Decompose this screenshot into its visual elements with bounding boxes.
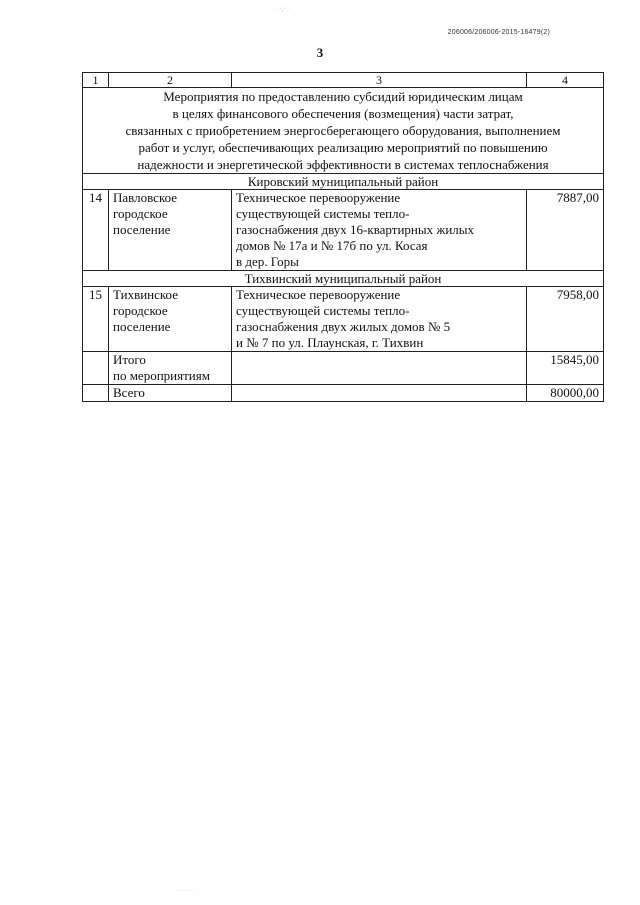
subtotal-label <box>109 352 232 385</box>
total-row <box>83 385 604 402</box>
subsidy-table <box>82 72 604 402</box>
column-number: 1 <box>83 73 109 88</box>
section-title-line: в целях финансового обеспечения (возмещения) части затрат, <box>172 106 514 121</box>
recipient-line: поселение <box>113 222 171 237</box>
scan-speck-bottom: · · · · · · <box>176 888 196 894</box>
column-number: 3 <box>232 73 527 88</box>
table-row <box>83 190 604 271</box>
description-line: Техническое перевооружение <box>236 287 401 302</box>
description-line: газоснабжения двух жилых домов № 5 <box>236 319 451 334</box>
description-line: домов № 17а и № 17б по ул. Косая <box>236 238 428 253</box>
recipient-cell <box>109 287 232 352</box>
row-number: 14 <box>83 190 109 271</box>
section-title-line: Мероприятия по предоставлению субсидий юридическим лицам <box>163 89 523 104</box>
subtotal-label-line: по мероприятиям <box>113 368 210 383</box>
section-title-line: надежности и энергетической эффективности в системах теплоснабжения <box>137 157 549 172</box>
total-label: Всего <box>109 385 232 402</box>
subtotal-amount: 15845,00 <box>527 352 604 385</box>
empty-cell <box>232 385 527 402</box>
column-number-row <box>83 73 604 88</box>
section-title-line: связанных с приобретением энергосберегающего оборудования, выполнением <box>125 123 561 138</box>
empty-cell <box>83 385 109 402</box>
description-line: Техническое перевооружение <box>236 190 401 205</box>
recipient-line: поселение <box>113 319 171 334</box>
row-number: 15 <box>83 287 109 352</box>
amount-cell: 7958,00 <box>527 287 604 352</box>
table-row <box>83 287 604 352</box>
recipient-line: городское <box>113 303 168 318</box>
recipient-line: Павловское <box>113 190 178 205</box>
section-title-row <box>83 88 604 174</box>
district-row <box>83 174 604 190</box>
recipient-line: городское <box>113 206 168 221</box>
description-line: существующей системы тепло- <box>236 206 410 221</box>
amount-cell: 7887,00 <box>527 190 604 271</box>
description-line: существующей системы тепло- <box>236 303 410 318</box>
description-line: газоснабжения двух 16-квартирных жилых <box>236 222 475 237</box>
scan-speck-top: · ·¸· · <box>276 6 289 12</box>
document-id: 206006/206006-2015-16479(2) <box>447 29 550 36</box>
subtotal-label-line: Итого <box>113 352 146 367</box>
empty-cell <box>232 352 527 385</box>
description-line: в дер. Горы <box>236 254 299 269</box>
section-title <box>83 88 604 174</box>
district-name: Кировский муниципальный район <box>83 174 604 190</box>
empty-cell <box>83 352 109 385</box>
recipient-line: Тихвинское <box>113 287 178 302</box>
description-cell <box>232 190 527 271</box>
description-line: и № 7 по ул. Плаунская, г. Тихвин <box>236 335 424 350</box>
subtotal-row <box>83 352 604 385</box>
column-number: 4 <box>527 73 604 88</box>
column-number: 2 <box>109 73 232 88</box>
page-number: 3 <box>316 45 324 60</box>
section-title-line: работ и услуг, обеспечивающих реализацию мероприятий по повышению <box>138 140 548 155</box>
total-amount: 80000,00 <box>527 385 604 402</box>
description-cell <box>232 287 527 352</box>
recipient-cell <box>109 190 232 271</box>
district-name: Тихвинский муниципальный район <box>83 271 604 287</box>
district-row <box>83 271 604 287</box>
